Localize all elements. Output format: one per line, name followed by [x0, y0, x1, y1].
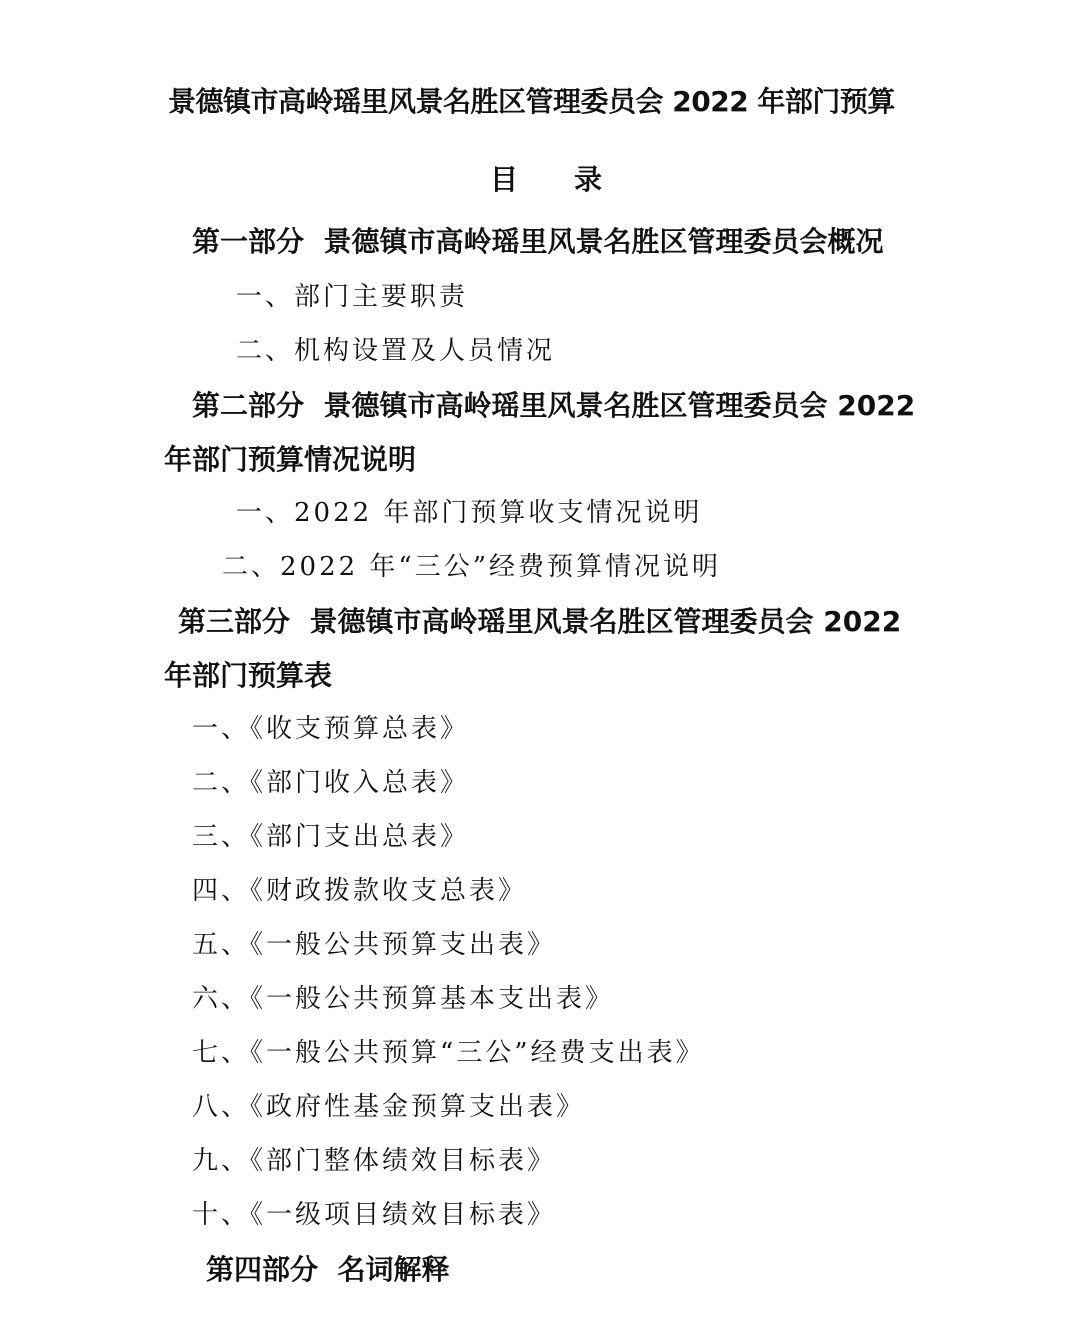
part3-item-10: 十、《一级项目绩效目标表》: [192, 1200, 557, 1230]
part3-item-8: 八、《政府性基金预算支出表》: [192, 1092, 586, 1122]
part3-item-1: 一、《收支预算总表》: [192, 714, 470, 744]
part3-item-2: 二、《部门收入总表》: [192, 768, 470, 798]
part1-heading: 第一部分 景德镇市高岭瑶里风景名胜区管理委员会概况: [192, 225, 884, 258]
part1-item-2: 二、机构设置及人员情况: [236, 336, 556, 366]
part3-item-6: 六、《一般公共预算基本支出表》: [192, 984, 615, 1014]
part2-heading-line2: 年部门预算情况说明: [164, 443, 417, 476]
part1-item-1: 一、部门主要职责: [236, 282, 469, 312]
part3-item-4: 四、《财政拨款收支总表》: [192, 876, 528, 906]
part3-item-3: 三、《部门支出总表》: [192, 822, 470, 852]
part3-item-7: 七、《一般公共预算“三公”经费支出表》: [192, 1038, 705, 1068]
part2-item-2: 二、2022 年“三公”经费预算情况说明: [222, 552, 722, 582]
part3-item-5: 五、《一般公共预算支出表》: [192, 930, 557, 960]
part4-heading: 第四部分 名词解释: [206, 1253, 450, 1286]
part3-heading-line1: 第三部分 景德镇市高岭瑶里风景名胜区管理委员会 2022: [178, 605, 902, 638]
toc-heading: 目 录: [490, 163, 603, 196]
part3-item-9: 九、《部门整体绩效目标表》: [192, 1146, 557, 1176]
document-title: 景德镇市高岭瑶里风景名胜区管理委员会 2022 年部门预算: [168, 85, 895, 118]
part2-item-1: 一、2022 年部门预算收支情况说明: [236, 498, 703, 528]
part2-heading-line1: 第二部分 景德镇市高岭瑶里风景名胜区管理委员会 2022: [192, 389, 916, 422]
part3-heading-line2: 年部门预算表: [164, 659, 333, 692]
